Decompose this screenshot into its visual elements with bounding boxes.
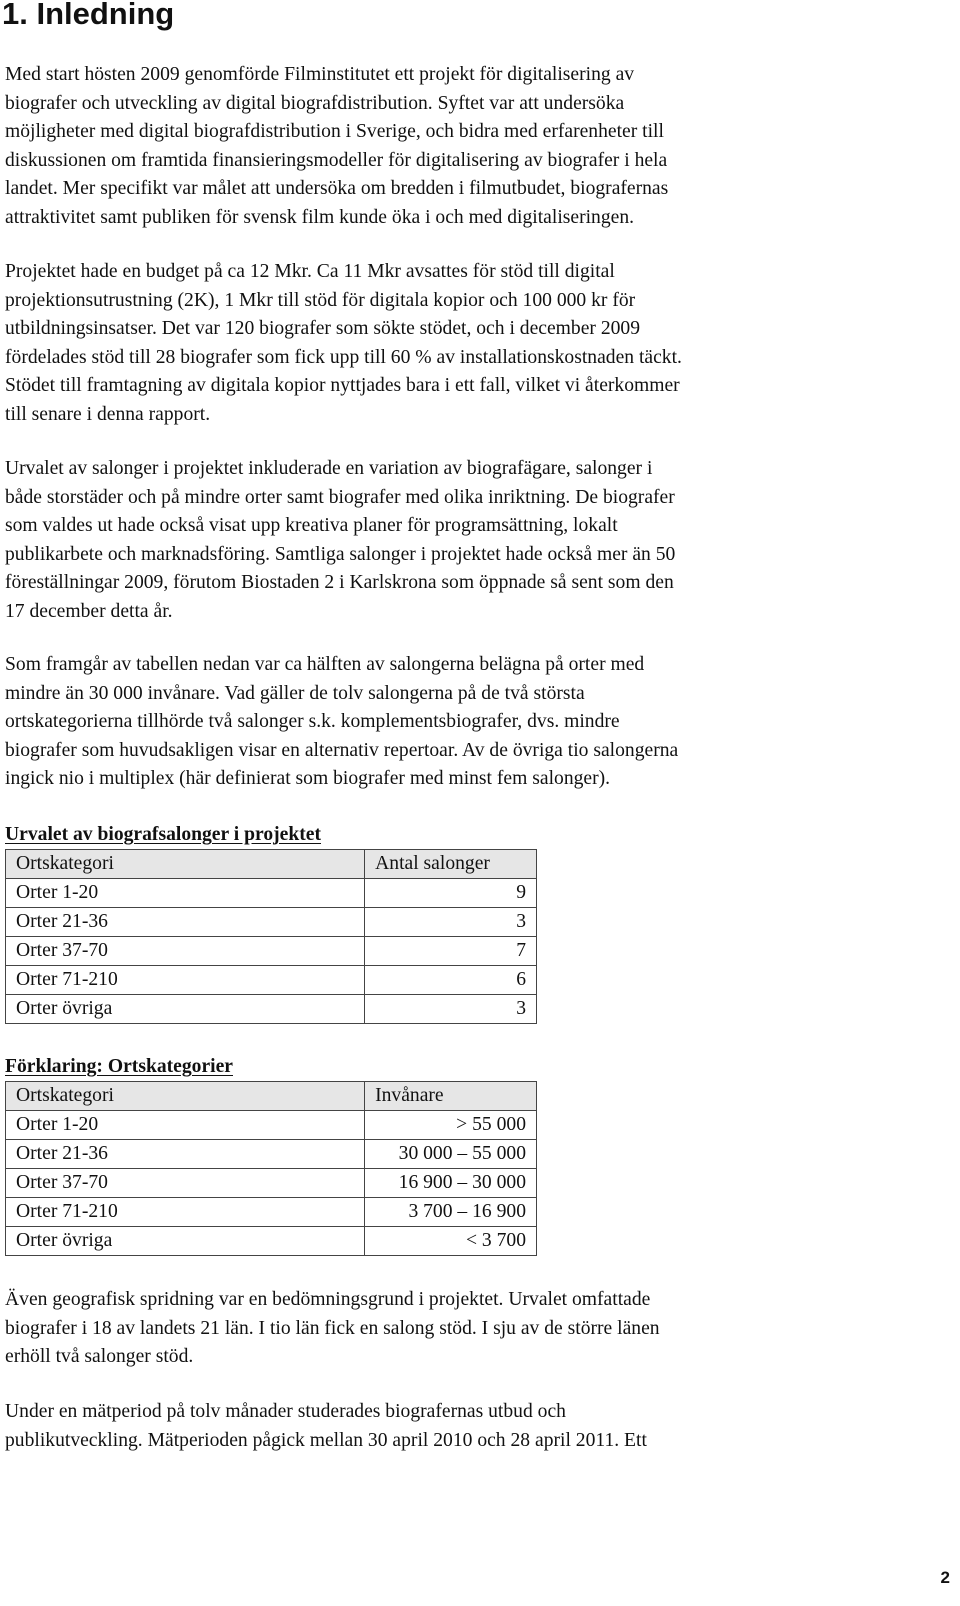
page-number: 2 <box>940 1568 950 1587</box>
table-header-cell: Ortskategori <box>6 1082 365 1111</box>
table-cell: Orter 1-20 <box>6 879 365 908</box>
table-cell: Orter 71-210 <box>6 966 365 995</box>
text-line: Under en mätperiod på tolv månader studerades biografernas utbud och <box>5 1401 566 1422</box>
table-cell: Orter 37-70 <box>6 937 365 966</box>
table-row <box>6 1111 537 1140</box>
paragraph-intro <box>5 61 855 233</box>
text-line: projektionsutrustning (2K), 1 Mkr till stöd för digitala kopior och 100 000 kr för <box>5 289 636 311</box>
table-row <box>6 908 537 937</box>
table-row <box>6 1169 537 1198</box>
paragraph-geography <box>5 1286 855 1372</box>
text-line: utbildningsinsatser. Det var 120 biografer som sökte stödet, och i december 2009 <box>5 318 641 340</box>
table-header-row <box>6 1082 537 1111</box>
text-line: Med start hösten 2009 genomförde Filminstitutet ett projekt för digitalisering av <box>5 64 635 85</box>
table-cell: Orter övriga <box>6 995 365 1024</box>
text-line: möjligheter med digital biografdistribution i Sverige, och bidra med erfarenheter till <box>5 121 664 143</box>
text-line: 17 december detta år. <box>5 600 173 622</box>
text-line: erhöll två salonger stöd. <box>5 1346 194 1368</box>
text-line: som valdes ut hade också visat upp kreativa planer för programsättning, lokalt <box>5 515 618 537</box>
table-header-cell: Invånare <box>365 1082 537 1111</box>
text-line: biografer som huvudsakligen visar en alternativ repertoar. Av de övriga tio salongerna <box>5 739 679 761</box>
text-line: Urvalet av salonger i projektet inkluderade en variation av biografägare, salonger i <box>5 458 653 479</box>
text-line: fördelades stöd till 28 biografer som fick upp till 60 % av installationskostnaden täckt. <box>5 346 682 368</box>
table-header-cell: Antal salonger <box>365 850 537 879</box>
table-row <box>6 1198 537 1227</box>
text-line: Som framgår av tabellen nedan var ca hälften av salongerna belägna på orter med <box>5 654 645 675</box>
text-line: Projektet hade en budget på ca 12 Mkr. Ca 11 Mkr avsattes för stöd till digital <box>5 261 615 282</box>
table-cell: < 3 700 <box>365 1227 537 1256</box>
table-title-categories: Förklaring: Ortskategorier <box>5 1056 233 1077</box>
table-cell: 3 700 – 16 900 <box>365 1198 537 1227</box>
table-cell: 3 <box>365 908 537 937</box>
page-heading: 1. Inledning <box>2 0 175 31</box>
text-line: biografer och utveckling av digital biografdistribution. Syftet var att undersöka <box>5 92 625 114</box>
table-row <box>6 995 537 1024</box>
table-header-row <box>6 850 537 879</box>
table-cell: Orter 21-36 <box>6 1140 365 1169</box>
table-cell: 3 <box>365 995 537 1024</box>
table-cell: Orter 71-210 <box>6 1198 365 1227</box>
paragraph-budget <box>5 258 855 430</box>
selection-table <box>5 849 537 1024</box>
text-line: Även geografisk spridning var en bedömningsgrund i projektet. Urvalet omfattade <box>5 1289 651 1310</box>
table-cell: 30 000 – 55 000 <box>365 1140 537 1169</box>
table-cell: Orter övriga <box>6 1227 365 1256</box>
text-line: ingick nio i multiplex (här definierat som biografer med minst fem salonger). <box>5 768 611 790</box>
table-cell: 9 <box>365 879 537 908</box>
table-header-cell: Ortskategori <box>6 850 365 879</box>
text-line: publikarbete och marknadsföring. Samtliga salonger i projektet hade också mer än 50 <box>5 543 676 565</box>
categories-table <box>5 1081 537 1256</box>
table-cell: Orter 21-36 <box>6 908 365 937</box>
paragraph-measurement <box>5 1398 855 1455</box>
text-line: mindre än 30 000 invånare. Vad gäller de tolv salongerna på de två största <box>5 682 585 704</box>
table-cell: Orter 37-70 <box>6 1169 365 1198</box>
table-title-selection: Urvalet av biografsalonger i projektet <box>5 824 321 845</box>
text-line: både storstäder och på mindre orter samt biografer med olika inriktning. De biografer <box>5 486 675 508</box>
text-line: Stödet till framtagning av digitala kopior nyttjades bara i ett fall, vilket vi återkommer <box>5 375 680 397</box>
text-line: ortskategorierna tillhörde två salonger s.k. komplementsbiografer, dvs. mindre <box>5 711 620 733</box>
table-row <box>6 1140 537 1169</box>
table-cell: > 55 000 <box>365 1111 537 1140</box>
table-row <box>6 937 537 966</box>
table-row <box>6 1227 537 1256</box>
text-line: publikutveckling. Mätperioden pågick mellan 30 april 2010 och 28 april 2011. Ett <box>5 1429 647 1451</box>
text-line: till senare i denna rapport. <box>5 403 211 425</box>
table-cell: 7 <box>365 937 537 966</box>
text-line: biografer i 18 av landets 21 län. I tio län fick en salong stöd. I sju av de större länen <box>5 1317 660 1339</box>
text-line: landet. Mer specifikt var målet att undersöka om bredden i filmutbudet, biografernas <box>5 178 669 200</box>
paragraph-table-intro <box>5 651 855 794</box>
table-cell: 16 900 – 30 000 <box>365 1169 537 1198</box>
table-row <box>6 966 537 995</box>
text-line: attraktivitet samt publiken för svensk film kunde öka i och med digitaliseringen. <box>5 206 635 228</box>
table-cell: 6 <box>365 966 537 995</box>
table-cell: Orter 1-20 <box>6 1111 365 1140</box>
text-line: diskussionen om framtida finansieringsmodeller för digitalisering av biografer i hela <box>5 149 668 171</box>
text-line: föreställningar 2009, förutom Biostaden 2 i Karlskrona som öppnade så sent som den <box>5 572 674 594</box>
table-row <box>6 879 537 908</box>
paragraph-selection <box>5 455 855 627</box>
